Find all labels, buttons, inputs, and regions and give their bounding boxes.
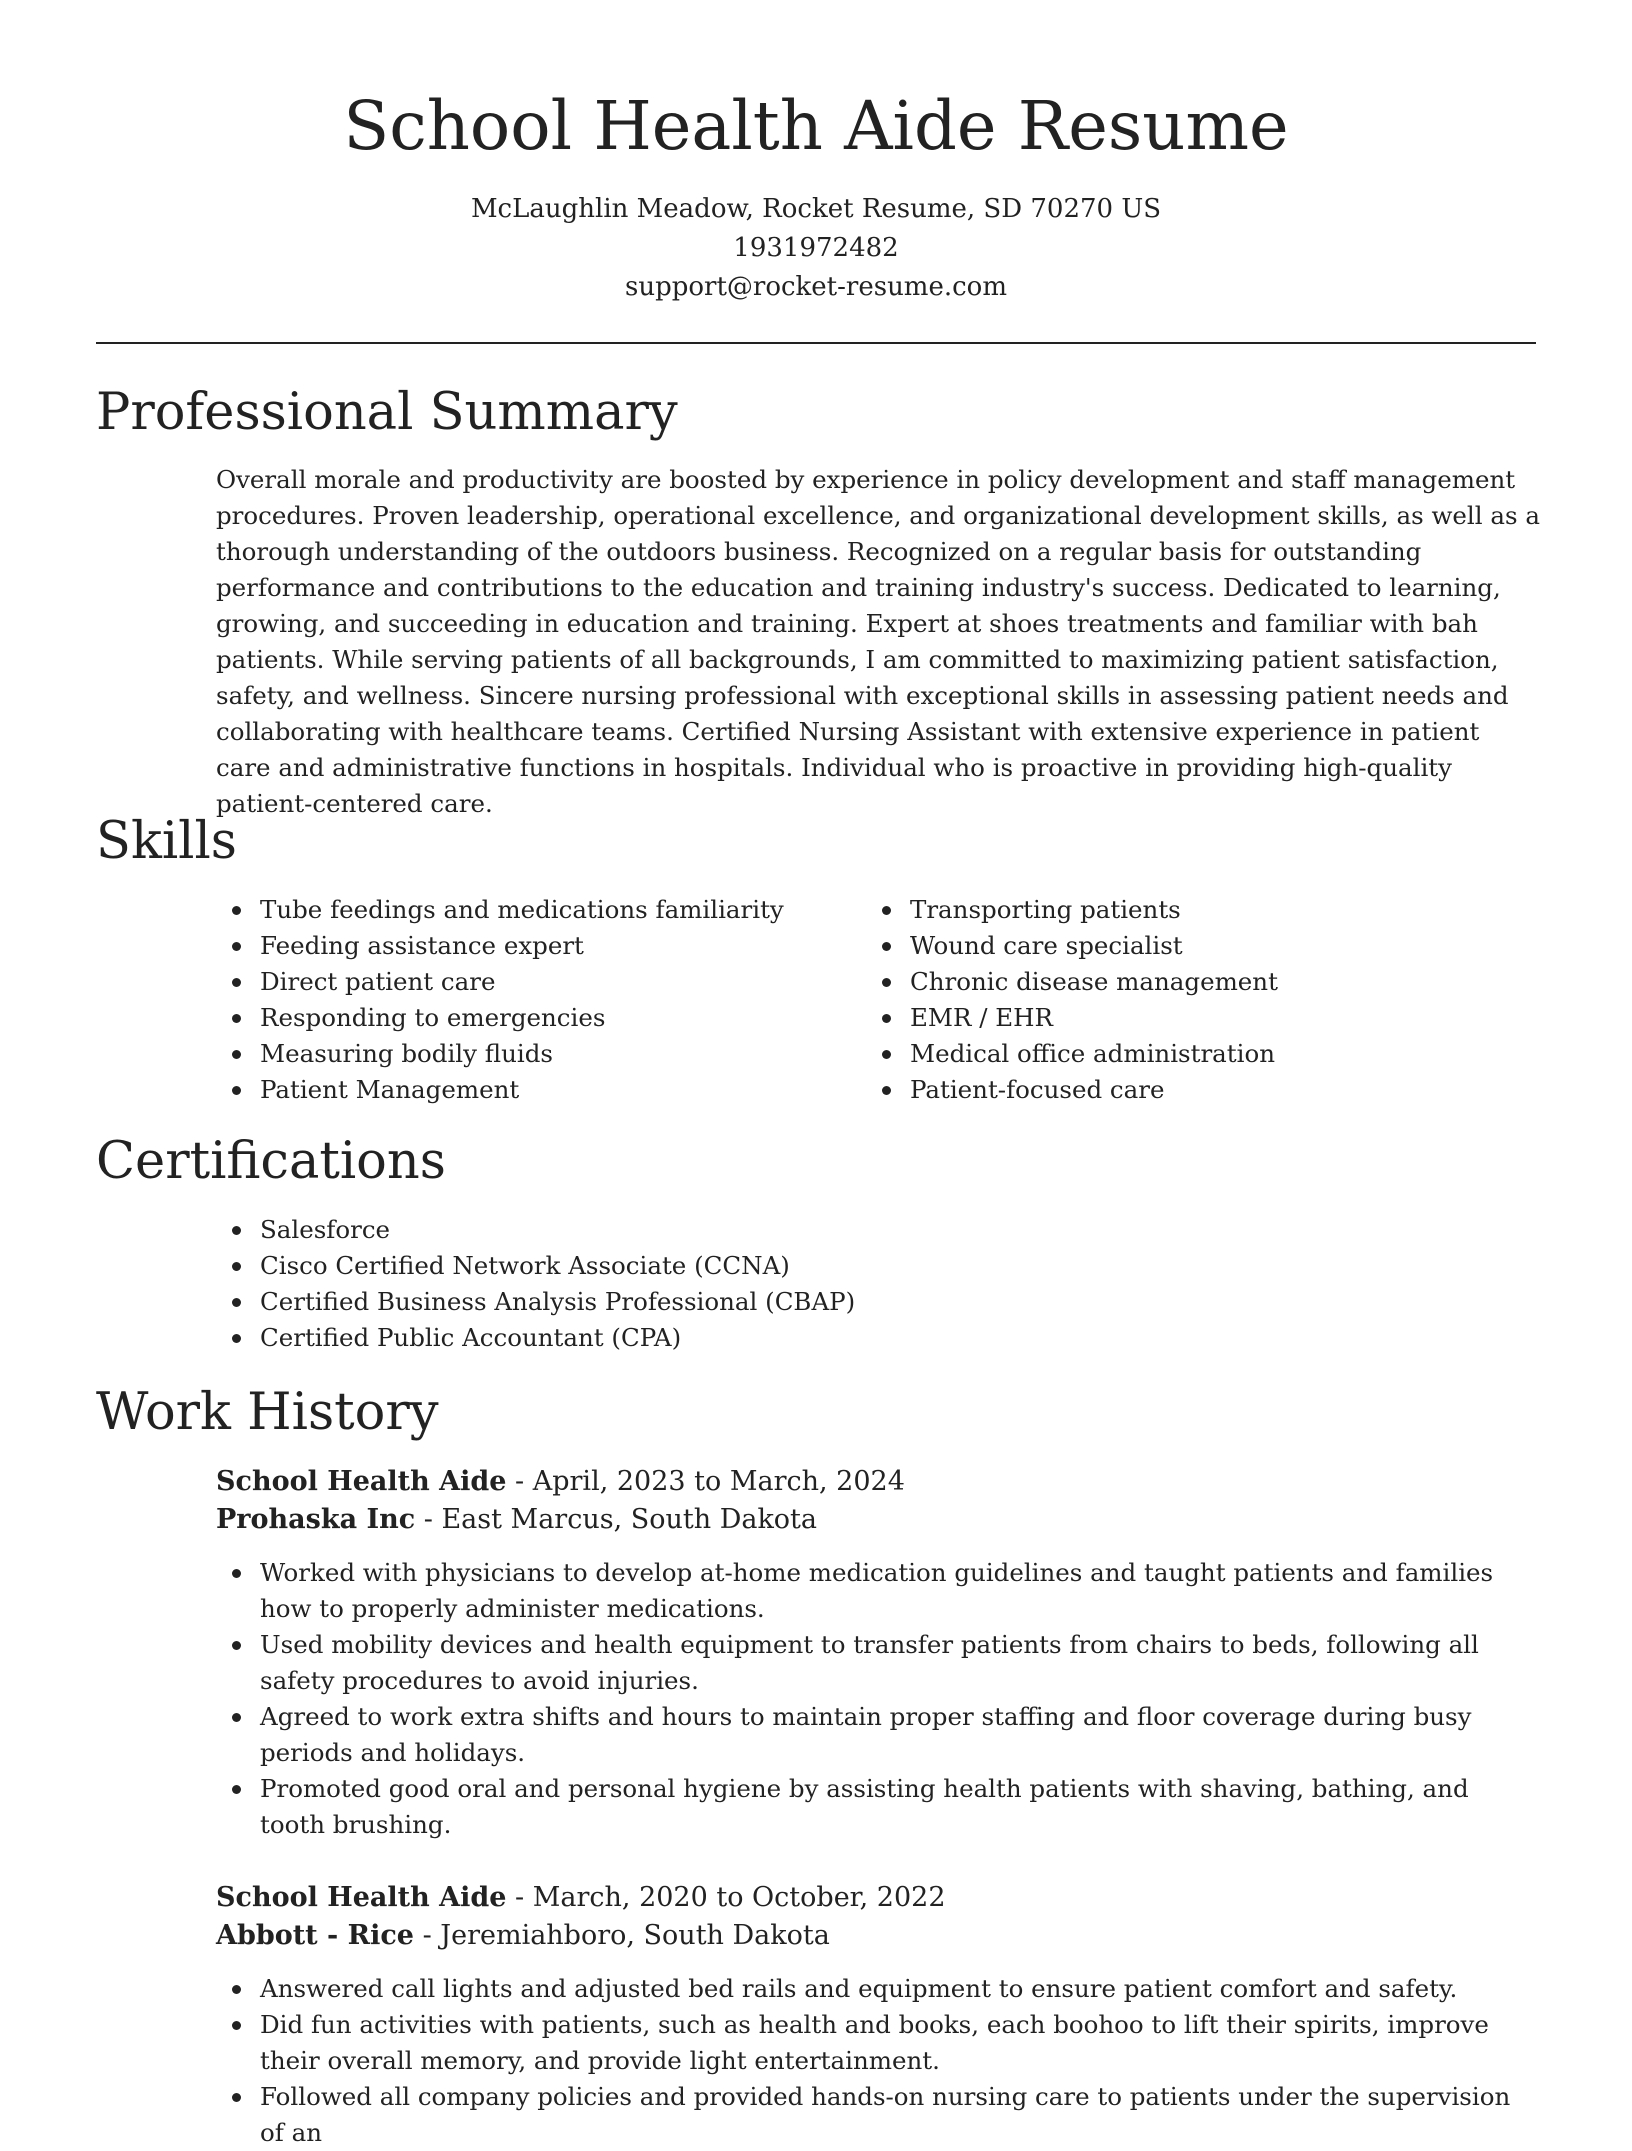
certifications-block — [216, 1212, 1540, 1356]
job-title-line — [216, 1879, 1540, 1917]
list-item: Tube feedings and medications familiarity — [216, 892, 836, 928]
job-entry — [216, 1879, 1540, 2151]
list-item: Certified Business Analysis Professional (CBAP) — [216, 1284, 1540, 1320]
skills-list-left — [216, 892, 836, 1108]
list-item: Feeding assistance expert — [216, 928, 836, 964]
certifications-heading: Certifications — [96, 1132, 446, 1191]
list-item: Did fun activities with patients, such as health and books, each boohoo to lift their spirits, improve their overall memory, and provide light entertainment. — [216, 2007, 1540, 2079]
list-item: Salesforce — [216, 1212, 1540, 1248]
list-item: Medical office administration — [866, 1036, 1486, 1072]
job-title-line — [216, 1463, 1540, 1501]
list-item: Patient-focused care — [866, 1072, 1486, 1108]
list-item: Used mobility devices and health equipment to transfer patients from chairs to beds, following all safety procedures to avoid injuries. — [216, 1627, 1540, 1699]
skills-column-left — [216, 892, 836, 1108]
list-item: Wound care specialist — [866, 928, 1486, 964]
list-item: Responding to emergencies — [216, 1000, 836, 1036]
skills-heading: Skills — [96, 812, 237, 871]
job-role: School Health Aide — [216, 1882, 507, 1913]
job-company-line — [216, 1917, 1540, 1955]
list-item: EMR / EHR — [866, 1000, 1486, 1036]
list-item: Chronic disease management — [866, 964, 1486, 1000]
skills-list-right — [866, 892, 1486, 1108]
list-item: Measuring bodily fluids — [216, 1036, 836, 1072]
contact-phone: 1931972482 — [733, 233, 899, 263]
list-item: Promoted good oral and personal hygiene by assisting health patients with shaving, bathing, and tooth brushing. — [216, 1771, 1540, 1843]
job-company: Abbott - Rice — [216, 1920, 414, 1951]
summary-heading: Professional Summary — [96, 383, 678, 442]
job-dates: - April, 2023 to March, 2024 — [506, 1466, 905, 1497]
job-dates: - March, 2020 to October, 2022 — [506, 1882, 946, 1913]
summary-text: Overall morale and productivity are boosted by experience in policy development and staff management procedures. Proven leadership, operational excellence, and organizational development skills, as well as a thorough understanding of the outdoors business. Recognized on a regular basis for outstanding performance and contributions to the education and training industry's success. Dedicated to learning, growing, and succeeding in education and training. Expert at shoes treatments and familiar with bah patients. While serving patients of all backgrounds, I am committed to maximizing patient satisfaction, safety, and wellness. Sincere nursing professional with exceptional skills in assessing patient needs and collaborating with healthcare teams. Certified Nursing Assistant with extensive experience in patient care and administrative functions in hospitals. Individual who is proactive in providing high-quality patient-centered care. — [216, 465, 1540, 818]
certifications-list — [216, 1212, 1540, 1356]
list-item: Worked with physicians to develop at-home medication guidelines and taught patients and families how to properly administer medications. — [216, 1555, 1540, 1627]
job-bullets — [216, 1555, 1540, 1843]
job-bullets — [216, 1971, 1540, 2151]
list-item: Patient Management — [216, 1072, 836, 1108]
job-role: School Health Aide — [216, 1466, 507, 1497]
job-company-line — [216, 1501, 1540, 1539]
list-item: Followed all company policies and provided hands-on nursing care to patients under the supervision of an — [216, 2079, 1540, 2151]
list-item: Cisco Certified Network Associate (CCNA) — [216, 1248, 1540, 1284]
list-item: Direct patient care — [216, 964, 836, 1000]
contact-block — [0, 190, 1632, 307]
resume-header — [0, 0, 1632, 307]
list-item: Transporting patients — [866, 892, 1486, 928]
header-divider — [96, 342, 1536, 344]
list-item: Agreed to work extra shifts and hours to maintain proper staffing and floor coverage during busy periods and holidays. — [216, 1699, 1540, 1771]
job-entry — [216, 1463, 1540, 1843]
job-location: - East Marcus, South Dakota — [415, 1504, 818, 1535]
list-item: Certified Public Accountant (CPA) — [216, 1320, 1540, 1356]
job-company: Prohaska Inc — [216, 1504, 416, 1535]
skills-column-right — [866, 892, 1486, 1108]
list-item: Answered call lights and adjusted bed rails and equipment to ensure patient comfort and safety. — [216, 1971, 1540, 2007]
resume-title: School Health Aide Resume — [343, 87, 1289, 165]
work-history-heading: Work History — [96, 1383, 439, 1442]
contact-address: McLaughlin Meadow, Rocket Resume, SD 70270 US — [470, 194, 1162, 224]
contact-email: support@rocket-resume.com — [624, 272, 1007, 302]
job-location: - Jeremiahboro, South Dakota — [413, 1920, 830, 1951]
